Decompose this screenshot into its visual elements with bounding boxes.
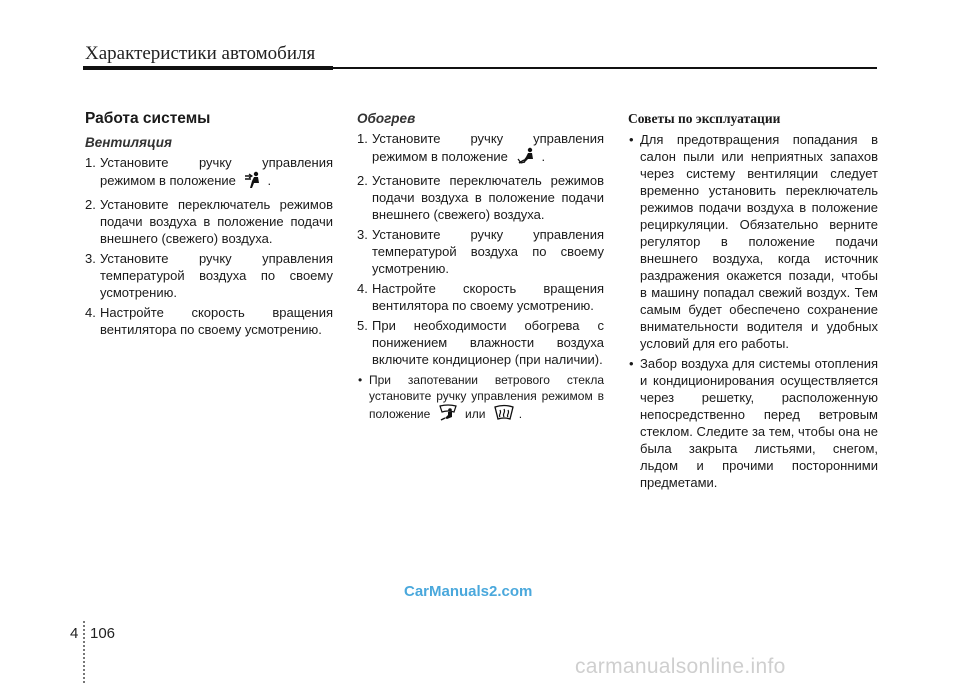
column-heating	[357, 110, 604, 429]
step-suffix: .	[541, 149, 546, 164]
step-number: 3.	[85, 251, 96, 266]
list-item	[357, 226, 604, 277]
header-rule-thick	[83, 66, 333, 70]
step-number: 5.	[357, 318, 368, 333]
list-item	[357, 172, 604, 223]
step-number: 1.	[357, 131, 368, 146]
note-text: При запотевании ветрового стекла установите ручку управления режимом в положение	[369, 373, 604, 421]
step-text: Установите ручку управления режимом в положение	[372, 131, 604, 164]
site-watermark: carmanualsonline.info	[575, 655, 786, 678]
list-item	[85, 196, 333, 247]
subsection-title-heating: Обогрев	[357, 111, 416, 126]
step-number: 2.	[357, 173, 368, 188]
section-title: Работа системы	[85, 110, 211, 127]
list-item	[357, 130, 604, 169]
step-text: Установите ручку управления температурой воздуха по своему усмотрению.	[100, 251, 333, 300]
face-vent-mode-icon	[244, 171, 264, 193]
list-item	[85, 250, 333, 301]
column-ventilation	[85, 110, 333, 341]
subsection-title-ventilation: Вентиляция	[85, 135, 172, 150]
ventilation-steps	[85, 154, 333, 338]
step-text: Установите переключатель режимов подачи воздуха в положение подачи внешнего (свежего) воздуха.	[372, 173, 604, 222]
list-item	[357, 372, 604, 426]
step-text: Установите ручку управления температурой воздуха по своему усмотрению.	[372, 227, 604, 276]
list-item: • Забор воздуха для системы отопления и кондиционирования осуществляется через решетку, расположенную непосредственно перед ветровым стеклом. Следите за тем, чтобы она не была закрыта листьями, снегом, льдом и прочими посторонними предметами.	[628, 355, 878, 491]
defrost-mode-icon	[493, 404, 515, 426]
note-or-text: или	[464, 407, 486, 421]
list-item	[85, 304, 333, 338]
floor-mode-icon	[516, 147, 538, 169]
column-tips	[628, 110, 878, 494]
header-rule-thin	[333, 67, 877, 69]
step-number: 3.	[357, 227, 368, 242]
tips-list	[628, 131, 878, 491]
tips-title: Советы по эксплуатации	[628, 111, 781, 126]
list-item	[357, 317, 604, 368]
step-suffix: .	[267, 173, 272, 188]
page-header-title: Характеристики автомобиля	[85, 43, 316, 64]
heating-note	[357, 372, 604, 426]
footer-divider	[83, 621, 87, 683]
step-number: 1.	[85, 155, 96, 170]
page-number: 106	[90, 625, 116, 642]
heating-steps	[357, 130, 604, 368]
list-item	[85, 154, 333, 193]
step-text: Настройте скорость вращения вентилятора по своему усмотрению.	[100, 305, 333, 337]
step-text: Настройте скорость вращения вентилятора по своему усмотрению.	[372, 281, 604, 313]
list-item	[357, 280, 604, 314]
step-number: 2.	[85, 197, 96, 212]
step-text: Установите переключатель режимов подачи воздуха в положение подачи внешнего (свежего) воздуха.	[100, 197, 333, 246]
step-text: Установите ручку управления режимом в положение	[100, 155, 333, 188]
step-number: 4.	[357, 281, 368, 296]
chapter-number: 4	[70, 625, 79, 642]
step-text: При необходимости обогрева с понижением влажности воздуха включите кондиционер (при наличии).	[372, 318, 604, 367]
floor-defrost-mode-icon	[438, 404, 458, 426]
note-suffix: .	[518, 407, 523, 421]
watermark-logo: CarManuals2.com	[404, 583, 533, 600]
step-number: 4.	[85, 305, 96, 320]
list-item: • Для предотвращения попадания в салон пыли или неприятных запахов через систему вентиляции следует временно установить переключатель режимов подачи воздуха в положение рециркуляции. Обязательно верните регулятор в положение подачи внешнего воздуха, когда источник раздражения окажется позади, чтобы в машину попадал свежий воздух. Тем самым будет обеспечено сохранение внимательности водителя и удобных условий для его работы.	[628, 131, 878, 352]
